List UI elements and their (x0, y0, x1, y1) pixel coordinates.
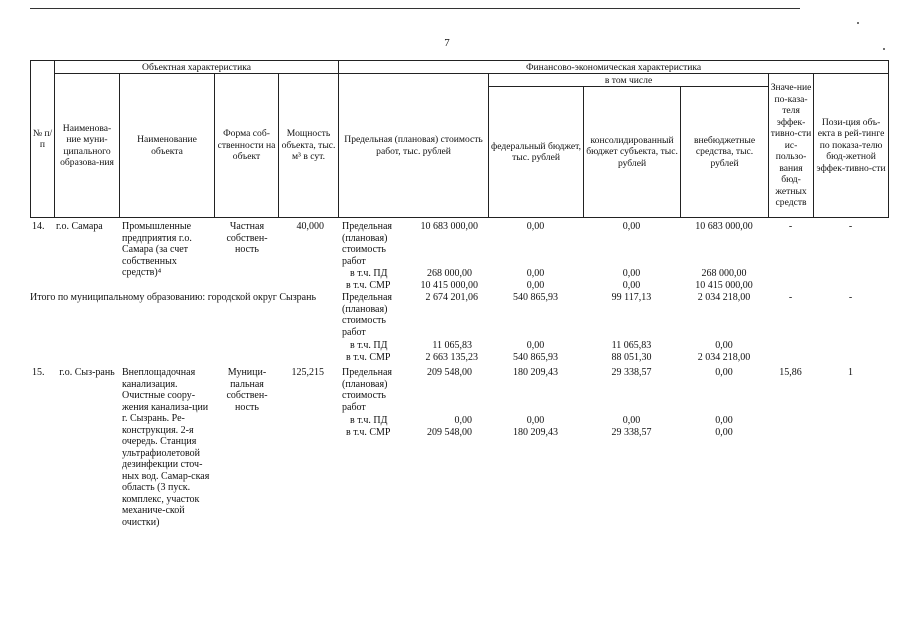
subtotal-cost-federal: 540 865,93 (513, 292, 558, 303)
row-smr-federal: 180 209,43 (513, 427, 558, 438)
row-municipality: г.о. Сыз-рань (59, 367, 115, 378)
subtotal-cost-total: 2 674 201,06 (425, 292, 478, 303)
header-col-federal: федеральный бюджет, тыс. рублей (489, 87, 584, 218)
subtotal-cost-label: Предельная (плановая) стоимость работ (342, 292, 392, 338)
row-smr-total: 10 415 000,00 (420, 280, 478, 291)
row-cost-extrabudget: 10 683 000,00 (695, 221, 753, 232)
row-indicator: - (788, 221, 793, 232)
row-smr-consolidated: 0,00 (622, 280, 641, 291)
page-number: 7 (444, 37, 450, 49)
header-col-municipality: Наименова-ние муни-ципального образова-ния (55, 74, 120, 218)
subtotal-smr-extrabudget: 2 034 218,00 (697, 352, 751, 363)
subtotal-pd-total: 11 065,83 (432, 340, 472, 351)
row-smr-consolidated: 29 338,57 (611, 427, 652, 438)
row-pd-label: в т.ч. ПД (350, 415, 388, 426)
header-col-ownership: Форма соб-ственности на объект (215, 74, 279, 218)
row-object-name: Промышленные предприятия г.о. Самара (за счет собственных средств)⁴ (122, 221, 192, 278)
row-pd-consolidated: 0,00 (622, 415, 641, 426)
row-cost-consolidated: 29 338,57 (611, 367, 652, 378)
scan-speck (857, 22, 859, 24)
subtotal-position: - (848, 292, 853, 303)
subtotal-smr-federal: 540 865,93 (513, 352, 558, 363)
row-position: 1 (848, 367, 853, 378)
header-col-object-name: Наименование объекта (120, 74, 215, 218)
row-pd-consolidated: 0,00 (622, 268, 641, 279)
row-pd-total: 268 000,00 (427, 268, 472, 279)
row-object-name: Внеплощадочная канализация. Очистные соору-жения канализа-ции г. Сызрань. Ре-конструкция. 2-я очередь. Станция ультрафиолетовой дезинфекции сточ-ных вод. Самар-ская область (3 пуск. комплекс, участок механиче-ской очистки) (122, 367, 210, 528)
row-cost-extrabudget: 0,00 (715, 367, 733, 378)
row-pd-label: в т.ч. ПД (350, 268, 388, 279)
row-cost-consolidated: 0,00 (622, 221, 641, 232)
row-ownership: Муници-пальная собствен-ность (226, 367, 268, 413)
subtotal-pd-consolidated: 11 065,83 (611, 340, 652, 351)
row-number: 14. (32, 221, 45, 232)
header-col-consolidated: консолидированный бюджет субъекта, тыс. рублей (584, 87, 681, 218)
header-col-indicator: Значе-ние по-каза-теля эффек-тивно-сти ис-пользо-вания бюд-жетных средств (769, 74, 814, 218)
row-smr-label: в т.ч. СМР (346, 280, 391, 291)
row-pd-extrabudget: 268 000,00 (701, 268, 747, 279)
header-group-finance: Финансово-экономическая характеристика (339, 61, 889, 74)
row-capacity: 125,215 (291, 367, 324, 378)
row-cost-total: 209 548,00 (427, 367, 472, 378)
header-col-capacity: Мощность объекта, тыс. м³ в сут. (279, 74, 339, 218)
row-cost-federal: 0,00 (526, 221, 545, 232)
row-cost-label: Предельная (плановая) стоимость работ (342, 367, 392, 413)
header-group-object: Объектная характеристика (55, 61, 339, 74)
row-smr-federal: 0,00 (526, 280, 545, 291)
row-smr-extrabudget: 0,00 (715, 427, 733, 438)
row-capacity: 40,000 (296, 221, 324, 232)
header-col-limit-cost: Предельная (плановая) стоимость работ, тыс. рублей (339, 74, 489, 218)
subtotal-pd-federal: 0,00 (526, 340, 545, 351)
subtotal-smr-total: 2 663 135,23 (425, 352, 478, 363)
header-col-position: Пози-ция объ-екта в рей-тинге по показа-телю бюд-жетной эффек-тивно-сти (814, 74, 889, 218)
row-pd-federal: 0,00 (526, 268, 545, 279)
header-col-extrabudget: внебюджетные средства, тыс. рублей (681, 87, 769, 218)
subtotal-pd-extrabudget: 0,00 (715, 340, 733, 351)
subtotal-smr-label: в т.ч. СМР (346, 352, 391, 363)
subtotal-indicator: - (788, 292, 793, 303)
subtotal-smr-consolidated: 88 051,30 (611, 352, 652, 363)
row-smr-extrabudget: 10 415 000,00 (695, 280, 753, 291)
header-sub-including: в том числе (489, 74, 769, 87)
subtotal-pd-label: в т.ч. ПД (350, 340, 388, 351)
subtotal-label: Итого по муниципальному образованию: городской округ Сызрань (30, 292, 317, 303)
header-col-no: № п/п (31, 61, 55, 218)
row-cost-label: Предельная (плановая) стоимость работ (342, 221, 392, 267)
row-smr-total: 209 548,00 (427, 427, 472, 438)
row-indicator: 15,86 (779, 367, 802, 378)
header-table (30, 60, 889, 218)
subtotal-cost-extrabudget: 2 034 218,00 (697, 292, 751, 303)
row-cost-total: 10 683 000,00 (420, 221, 478, 232)
row-number: 15. (32, 367, 45, 378)
scan-speck (883, 48, 885, 50)
subtotal-cost-consolidated: 99 117,13 (611, 292, 652, 303)
row-ownership: Частная собствен-ность (226, 221, 268, 255)
row-pd-extrabudget: 0,00 (715, 415, 733, 426)
row-pd-federal: 0,00 (526, 415, 545, 426)
row-municipality: г.о. Самара (56, 221, 103, 232)
row-smr-label: в т.ч. СМР (346, 427, 391, 438)
row-cost-federal: 180 209,43 (513, 367, 558, 378)
row-position: - (848, 221, 853, 232)
row-pd-total: 0,00 (454, 415, 472, 426)
top-rule (30, 8, 800, 9)
